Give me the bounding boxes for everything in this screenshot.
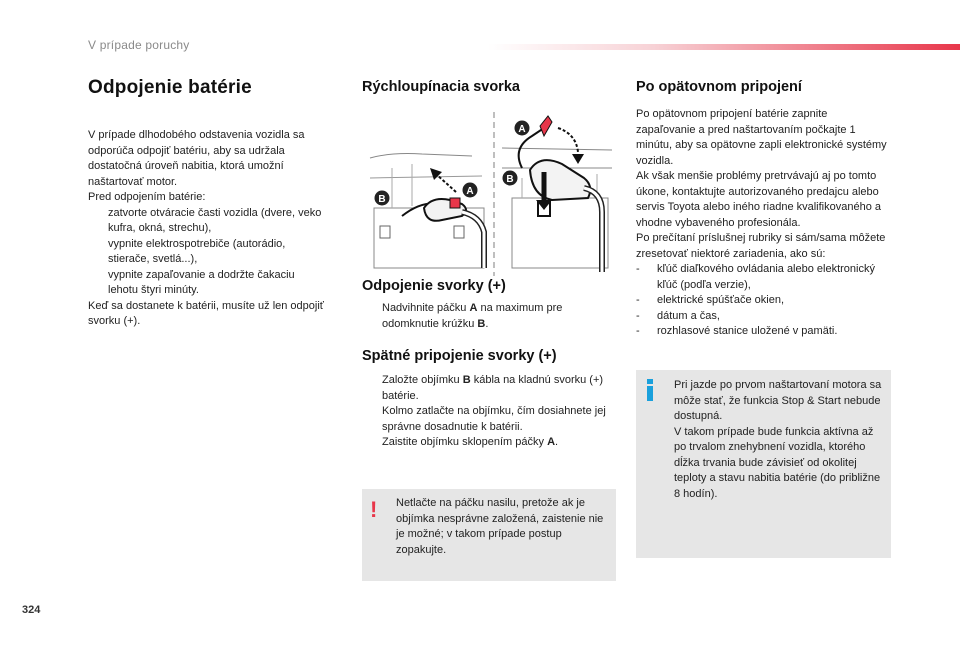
info-text-2: V takom prípade bude funkcia aktívna až po trvalom znehybnení vozidla, ktorého dĺžka trvania bude závisieť od okolitej teploty a stavu nabitia batérie (do približne 8 hodín). (674, 425, 881, 500)
label-b-right-text: B (506, 174, 514, 185)
list-item: zatvorte otváracie časti vozidla (dvere, veko kufra, okná, strechu), (108, 206, 322, 234)
info-box (636, 370, 891, 558)
reconnect-body (362, 373, 616, 451)
reconnect-title: Spätné pripojenie svorky (+) (362, 348, 557, 364)
disconnect-title: Odpojenie svorky (+) (362, 278, 506, 294)
label-a-left-text: A (466, 186, 474, 197)
col1-before-label: Pred odpojením batérie: (88, 191, 206, 203)
disconnect-body (362, 301, 612, 332)
list-item: Zaistite objímku sklopením páčky A. (382, 436, 559, 448)
list-item: - dátum a čas, (636, 309, 720, 322)
reconnect-list (362, 373, 616, 451)
page-title: Odpojenie batérie (88, 77, 252, 98)
header-accent-bar (488, 44, 960, 50)
list-item: - elektrické spúšťače okien, (636, 294, 785, 306)
list-item: Založte objímku B kábla na kladnú svorku (+) batérie. (382, 374, 604, 402)
list-item: - rozhlasové stanice uložené v pamäti. (636, 325, 838, 337)
clamp-illustration (362, 108, 618, 278)
clamp-right (519, 116, 602, 272)
list-item: - kľúč diaľkového ovládania alebo elektronický kľúč (podľa verzie), (636, 263, 875, 291)
label-a-right (515, 121, 530, 136)
section-label: V prípade poruchy (88, 38, 190, 52)
warning-text: Netlačte na páčku nasilu, pretože ak je objímka nesprávne založená, zaistenie nie je možné; v takom prípade postup zopakujte. (396, 497, 604, 556)
list-item: Nadvihnite páčku A na maximum pre odomknutie krúžku B. (382, 302, 563, 330)
col1-bullet-list (88, 206, 324, 299)
col1-intro: V prípade dlhodobého odstavenia vozidla sa odporúča odpojiť batériu, aby sa udržala dostatočná úroveň nabitia, ktorá umožní naštartovať motor. (88, 129, 305, 188)
info-icon (646, 379, 654, 401)
col3-para2: Ak však menšie problémy pretrvávajú aj po tomto úkone, kontaktujte autorizovaného predajcu alebo servis Toyota alebo iného riadne kvalifikovaného a vhodne vybaveného profesionála. (636, 170, 882, 229)
info-text-1: Pri jazde po prvom naštartovaní motora sa môže stať, že funkcia Stop & Start nebude dostupná. (674, 379, 882, 422)
info-text (674, 378, 886, 502)
list-item: vypnite elektrospotrebiče (autorádio, stierače, svetlá...), (108, 237, 286, 265)
list-item: vypnite zapaľovanie a dodržte čakaciu lehotu štyri minúty. (108, 268, 295, 296)
label-a-left (463, 183, 478, 198)
label-b-left (375, 191, 390, 206)
label-b-left-text: B (378, 194, 386, 205)
list-item: Kolmo zatlačte na objímku, čím dosiahnete jej správne dosadnutie k batérii. (382, 405, 606, 433)
col3-para1: Po opätovnom pripojení batérie zapnite zapaľovanie a pred naštartovaním počkajte 1 minútu, aby sa opätovne zapli elektronické systémy vozidla. (636, 108, 887, 167)
reconnect-after-title: Po opätovnom pripojení (636, 79, 802, 95)
label-b-right (503, 171, 518, 186)
clamp-title: Rýchloupínacia svorka (362, 79, 520, 95)
page-number: 324 (22, 604, 41, 616)
col3-para3: Po prečítaní príslušnej rubriky si sám/sama môžete zresetovať niektoré zariadenia, ako sú: (636, 232, 886, 260)
col3-body (636, 107, 888, 340)
col1-body (88, 128, 324, 330)
col3-dash-list (636, 262, 888, 340)
label-a-right-text: A (518, 124, 526, 135)
warning-icon: ! (370, 497, 378, 522)
col1-outro: Keď sa dostanete k batérii, musíte už len odpojiť svorku (+). (88, 299, 324, 327)
warning-box (362, 489, 616, 581)
disconnect-list (362, 301, 612, 332)
push-arrow-right (558, 128, 578, 152)
